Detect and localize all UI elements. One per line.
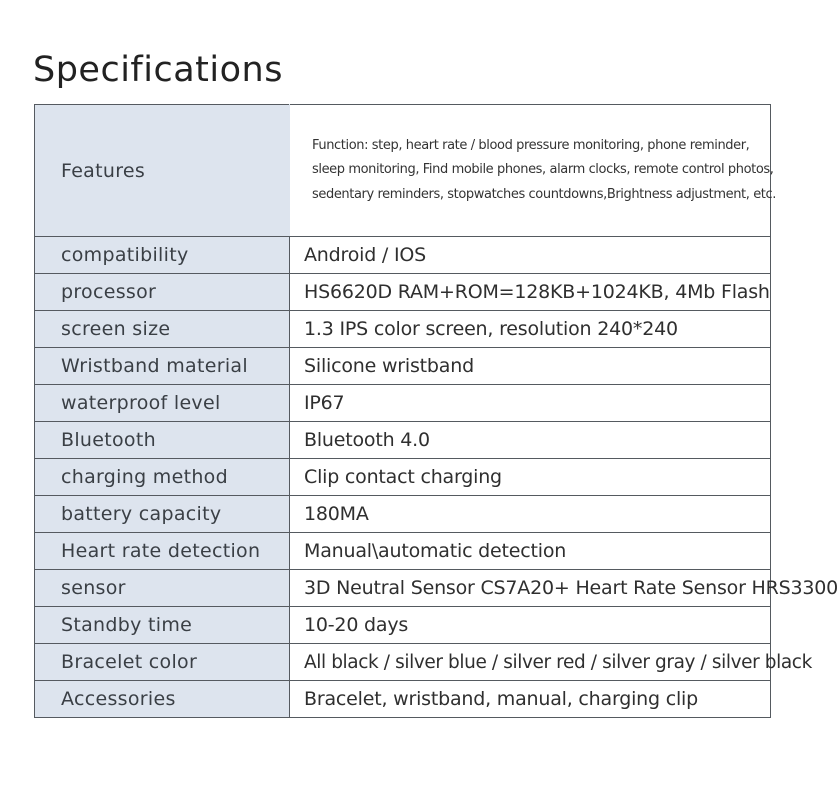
table-row: [35, 385, 771, 422]
spec-label-sensor: sensor: [35, 570, 290, 607]
spec-label-battery-capacity: battery capacity: [35, 496, 290, 533]
specifications-table: [34, 104, 838, 718]
spec-value-battery-capacity: 180MA: [290, 496, 771, 533]
table-row: [35, 681, 771, 718]
spec-label-screen-size: screen size: [35, 311, 290, 348]
spec-label-waterproof-level: waterproof level: [35, 385, 290, 422]
spec-label-standby-time: Standby time: [35, 607, 290, 644]
spec-value-charging-method: Clip contact charging: [290, 459, 771, 496]
spec-value-heart-rate-detection: Manual\automatic detection: [290, 533, 771, 570]
table-row: [35, 570, 771, 607]
table-row: [35, 237, 771, 274]
features-line: sleep monitoring, Find mobile phones, alarm clocks, remote control photos,: [312, 162, 774, 178]
spec-value-bracelet-color: All black / silver blue / silver red / silver gray / silver black: [290, 644, 771, 681]
features-label: Features: [35, 105, 290, 237]
features-line: sedentary reminders, stopwatches countdowns,Brightness adjustment, etc.: [312, 186, 776, 202]
spec-value-screen-size: 1.3 IPS color screen, resolution 240*240: [290, 311, 771, 348]
page-title: Specifications: [33, 50, 283, 90]
table-row: [35, 533, 771, 570]
spec-label-heart-rate-detection: Heart rate detection: [35, 533, 290, 570]
spec-label-bracelet-color: Bracelet color: [35, 644, 290, 681]
spec-value-wristband-material: Silicone wristband: [290, 348, 771, 385]
features-value: [290, 105, 776, 237]
spec-label-charging-method: charging method: [35, 459, 290, 496]
spec-label-compatibility: compatibility: [35, 237, 290, 274]
spec-label-accessories: Accessories: [35, 681, 290, 718]
spec-value-bluetooth: Bluetooth 4.0: [290, 422, 771, 459]
table-row: [35, 644, 771, 681]
spec-value-standby-time: 10-20 days: [290, 607, 771, 644]
spec-label-wristband-material: Wristband material: [35, 348, 290, 385]
table-row: [35, 459, 771, 496]
spec-value-accessories: Bracelet, wristband, manual, charging clip: [290, 681, 771, 718]
table-row: [35, 274, 771, 311]
features-description: [312, 134, 776, 208]
spec-value-waterproof-level: IP67: [290, 385, 771, 422]
spec-value-processor: HS6620D RAM+ROM=128KB+1024KB, 4Mb Flash: [290, 274, 771, 311]
spec-label-processor: processor: [35, 274, 290, 311]
features-line: Function: step, heart rate / blood pressure monitoring, phone reminder,: [312, 137, 750, 153]
table-row: [35, 607, 771, 644]
spec-value-compatibility: Android / IOS: [290, 237, 771, 274]
spec-label-bluetooth: Bluetooth: [35, 422, 290, 459]
spec-value-sensor: 3D Neutral Sensor CS7A20+ Heart Rate Sensor HRS3300: [290, 570, 771, 607]
table-row: [35, 496, 771, 533]
table-row: [35, 311, 771, 348]
table-row-features: [35, 105, 771, 237]
table-row: [35, 422, 771, 459]
table-row: [35, 348, 771, 385]
